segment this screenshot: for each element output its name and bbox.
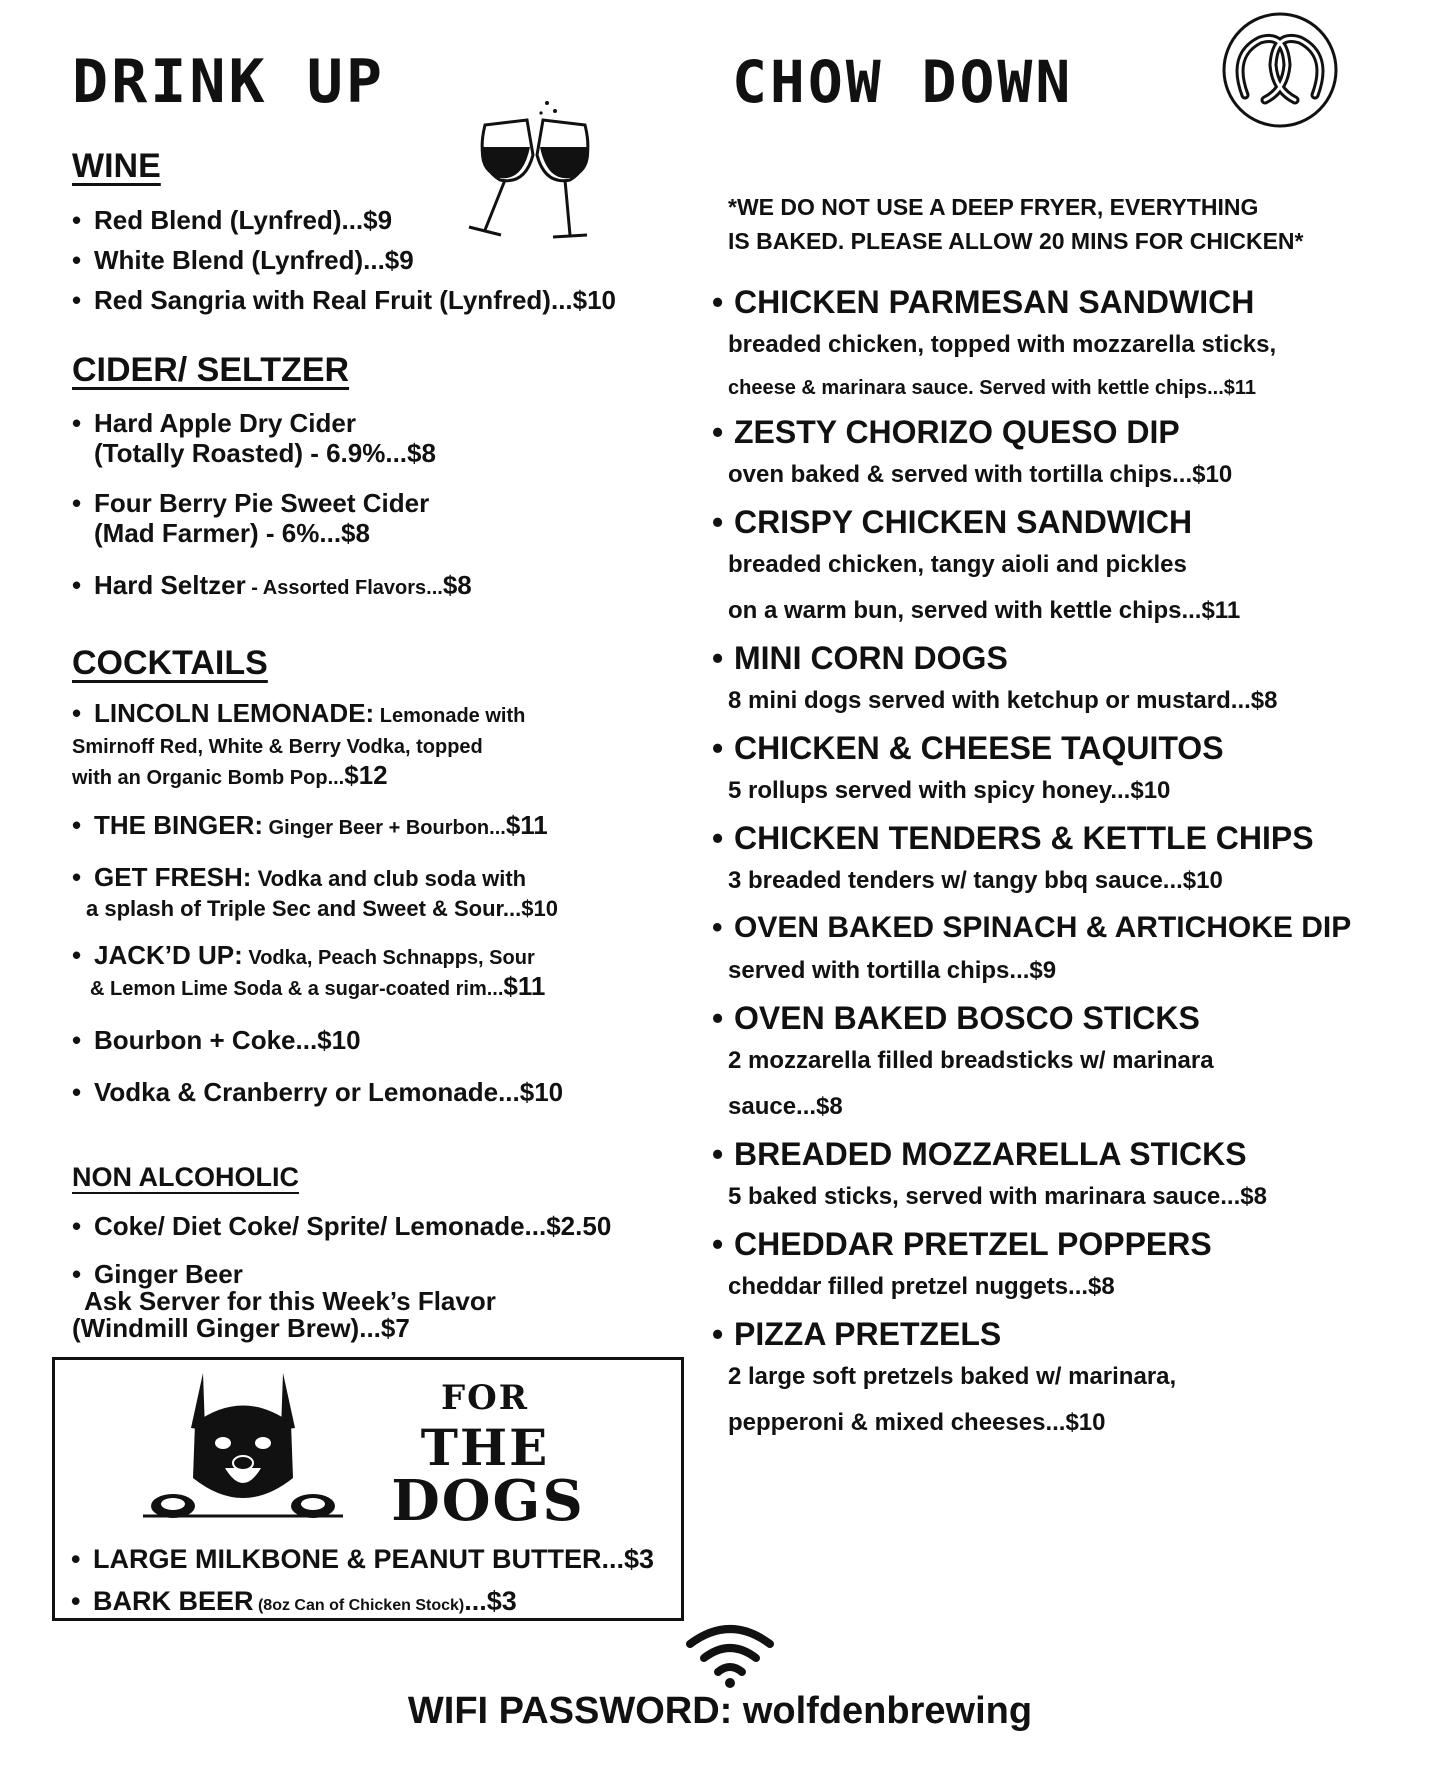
food-item: • CRISPY CHICKEN SANDWICH breaded chicken, tangy aioli and pickles on a warm bun, served with kettle chips...$11	[712, 504, 1241, 624]
dogs-item: • BARK BEER (8oz Can of Chicken Stock)...$3	[71, 1586, 517, 1616]
cocktail-item: • LINCOLN LEMONADE: Lemonade with Smirnoff Red, White & Berry Vodka, topped with an Organic Bomb Pop...$12	[72, 698, 526, 790]
food-item: • OVEN BAKED SPINACH & ARTICHOKE DIP served with tortilla chips...$9	[712, 911, 1352, 984]
dogs-title-dogs: DOGS	[391, 1468, 585, 1534]
food-item: • ZESTY CHORIZO QUESO DIP oven baked & served with tortilla chips...$10	[712, 414, 1233, 488]
wine-item: • White Blend (Lynfred)...$9	[72, 245, 414, 275]
cider-item: • Hard Apple Dry Cider (Totally Roasted) - 6.9%...$8	[72, 408, 436, 468]
food-list	[712, 282, 1402, 1446]
cider-item: • Four Berry Pie Sweet Cider (Mad Farmer) - 6%...$8	[72, 488, 430, 548]
nonalc-item: • Ginger Beer Ask Server for this Week’s Flavor (Windmill Ginger Brew)...$7	[72, 1259, 496, 1343]
seltzer-item: • Hard Seltzer - Assorted Flavors...$8	[72, 570, 472, 600]
wine-heading: WINE	[72, 147, 161, 185]
cocktails-section	[72, 641, 692, 1107]
wine-item: • Red Blend (Lynfred)...$9	[72, 205, 393, 235]
chow-down-title: CHOW DOWN	[732, 48, 1074, 116]
for-the-dogs-box	[52, 1357, 684, 1621]
cocktail-item: • Bourbon + Coke...$10	[72, 1025, 361, 1055]
cider-section	[72, 348, 692, 603]
wine-item: • Red Sangria with Real Fruit (Lynfred)...$10	[72, 285, 617, 315]
food-item: • CHICKEN & CHEESE TAQUITOS 5 rollups served with spicy honey...$10	[712, 730, 1224, 804]
cocktail-item: • JACK’D UP: Vodka, Peach Schnapps, Sour & Lemon Lime Soda & a sugar-coated rim...$11	[72, 940, 546, 1001]
note-line: *WE DO NOT USE A DEEP FRYER, EVERYTHING	[728, 194, 1259, 220]
wine-glasses-icon	[455, 95, 615, 245]
cider-heading: CIDER/ SELTZER	[72, 351, 350, 389]
nonalc-item: • Coke/ Diet Coke/ Sprite/ Lemonade...$2.50	[72, 1211, 612, 1241]
nonalc-heading: NON ALCOHOLIC	[72, 1162, 299, 1192]
nonalc-section	[72, 1155, 692, 1342]
cocktail-item: • THE BINGER: Ginger Beer + Bourbon...$11	[72, 810, 548, 840]
cocktail-item: • GET FRESH: Vodka and club soda with a splash of Triple Sec and Sweet & Sour...$10	[72, 862, 558, 921]
dogs-item: • LARGE MILKBONE & PEANUT BUTTER...$3	[71, 1544, 655, 1574]
food-item: • PIZZA PRETZELS 2 large soft pretzels baked w/ marinara, pepperoni & mixed cheeses...$10	[712, 1316, 1177, 1436]
food-item: • BREADED MOZZARELLA STICKS 5 baked sticks, served with marinara sauce...$8	[712, 1136, 1267, 1210]
wifi-icon	[680, 1620, 780, 1690]
cocktail-item: • Vodka & Cranberry or Lemonade...$10	[72, 1077, 564, 1107]
food-item: • CHICKEN PARMESAN SANDWICH breaded chicken, topped with mozzarella sticks, cheese & marinara sauce. Served with kettle chips...$11	[712, 284, 1277, 399]
food-item: • OVEN BAKED BOSCO STICKS 2 mozzarella filled breadsticks w/ marinara sauce...$8	[712, 1000, 1214, 1120]
wifi-password: WIFI PASSWORD: wolfdenbrewing	[407, 1690, 1033, 1732]
dogs-title-for: FOR	[440, 1378, 529, 1418]
food-item: • MINI CORN DOGS 8 mini dogs served with ketchup or mustard...$8	[712, 640, 1278, 714]
food-item: • CHICKEN TENDERS & KETTLE CHIPS 3 breaded tenders w/ tangy bbq sauce...$10	[712, 820, 1314, 894]
fryer-note	[712, 190, 1402, 258]
food-column	[712, 40, 1402, 1446]
dog-icon	[143, 1368, 343, 1518]
drink-up-title: DRINK UP	[72, 47, 385, 117]
note-line: IS BAKED. PLEASE ALLOW 20 MINS FOR CHICKEN*	[728, 228, 1304, 254]
dogs-title-the: THE	[420, 1418, 550, 1477]
food-item: • CHEDDAR PRETZEL POPPERS cheddar filled pretzel nuggets...$8	[712, 1226, 1212, 1300]
cocktails-heading: COCKTAILS	[72, 644, 268, 682]
pretzel-icon	[1215, 10, 1345, 130]
